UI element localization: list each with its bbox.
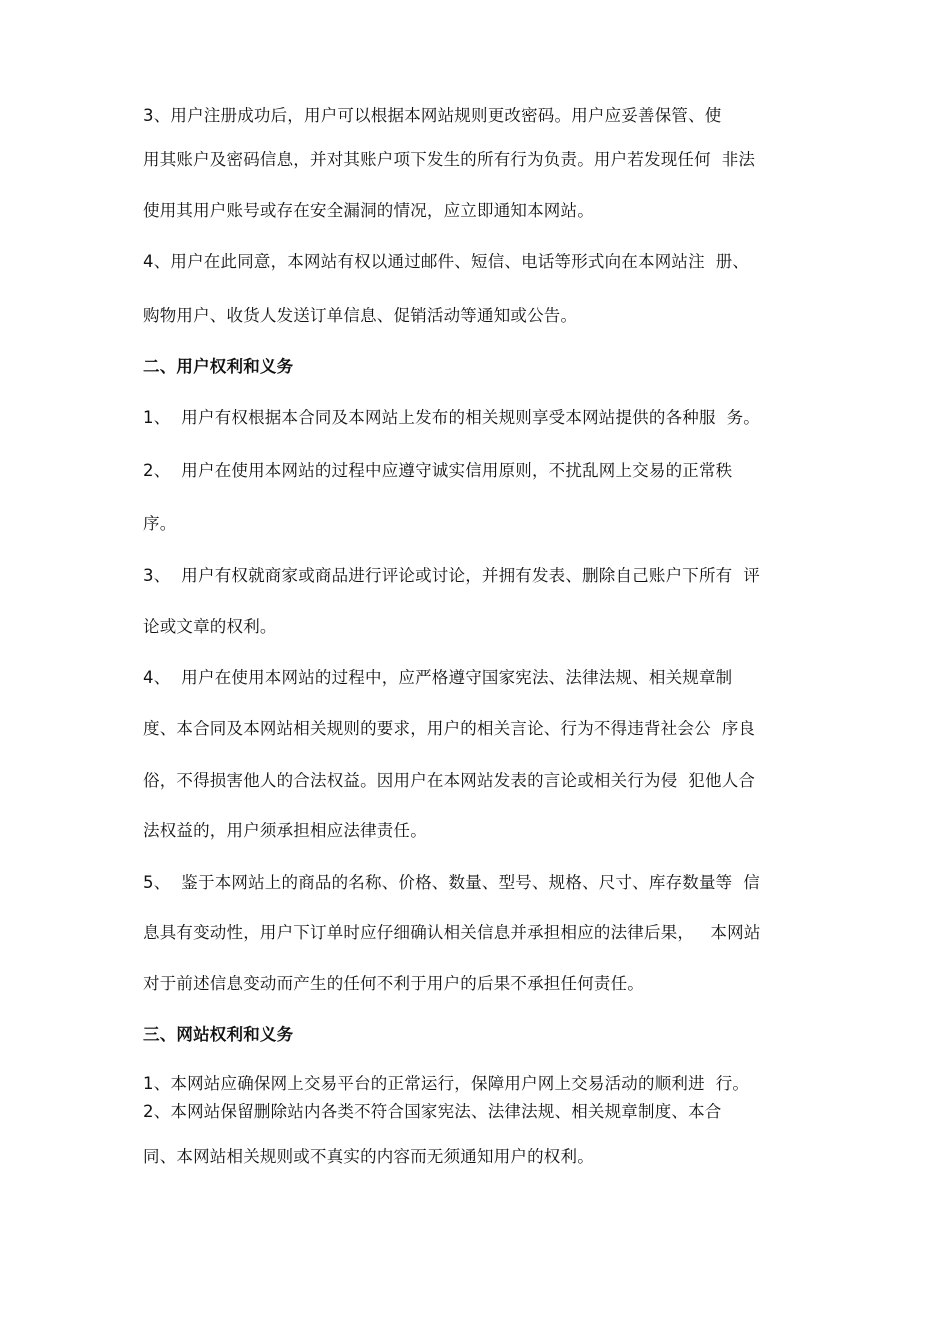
paragraph-line: 序。 bbox=[143, 514, 177, 533]
paragraph-line: 4、 用户在使用本网站的过程中，应严格遵守国家宪法、法律法规、相关规章制 bbox=[143, 668, 733, 687]
paragraph-line: 4、用户在此同意，本网站有权以通过邮件、短信、电话等形式向在本网站注 册、 bbox=[143, 252, 750, 271]
section-heading: 二、用户权利和义务 bbox=[143, 357, 294, 376]
paragraph-line: 3、 用户有权就商家或商品进行评论或讨论，并拥有发表、删除自己账户下所有 评 bbox=[143, 566, 760, 585]
paragraph-line: 对于前述信息变动而产生的任何不利于用户的后果不承担任何责任。 bbox=[143, 974, 644, 993]
paragraph-line: 1、本网站应确保网上交易平台的正常运行，保障用户网上交易活动的顺利进 行。 bbox=[143, 1074, 750, 1093]
paragraph-line: 5、 鉴于本网站上的商品的名称、价格、数量、型号、规格、尺寸、库存数量等 信 bbox=[143, 873, 760, 892]
section-heading: 三、网站权利和义务 bbox=[143, 1025, 294, 1044]
paragraph-line: 俗，不得损害他人的合法权益。因用户在本网站发表的言论或相关行为侵 犯他人合 bbox=[143, 771, 756, 790]
paragraph-line: 3、用户注册成功后，用户可以根据本网站规则更改密码。用户应妥善保管、使 bbox=[143, 106, 722, 125]
paragraph-line: 度、本合同及本网站相关规则的要求，用户的相关言论、行为不得违背社会公 序良 bbox=[143, 719, 756, 738]
paragraph-line: 2、本网站保留删除站内各类不符合国家宪法、法律法规、相关规章制度、本合 bbox=[143, 1102, 722, 1121]
paragraph-line: 2、 用户在使用本网站的过程中应遵守诚实信用原则，不扰乱网上交易的正常秩 bbox=[143, 461, 733, 480]
paragraph-line: 购物用户、收货人发送订单信息、促销活动等通知或公告。 bbox=[143, 306, 578, 325]
paragraph-line: 同、本网站相关规则或不真实的内容而无须通知用户的权利。 bbox=[143, 1147, 594, 1166]
paragraph-line: 论或文章的权利。 bbox=[143, 617, 277, 636]
paragraph-line: 使用其用户账号或存在安全漏洞的情况，应立即通知本网站。 bbox=[143, 201, 594, 220]
paragraph-line: 1、 用户有权根据本合同及本网站上发布的相关规则享受本网站提供的各种服 务。 bbox=[143, 408, 760, 427]
paragraph-line: 用其账户及密码信息，并对其账户项下发生的所有行为负责。用户若发现任何 非法 bbox=[143, 150, 756, 169]
paragraph-line: 息具有变动性，用户下订单时应仔细确认相关信息并承担相应的法律后果， 本网站 bbox=[143, 923, 761, 942]
paragraph-line: 法权益的，用户须承担相应法律责任。 bbox=[143, 821, 427, 840]
